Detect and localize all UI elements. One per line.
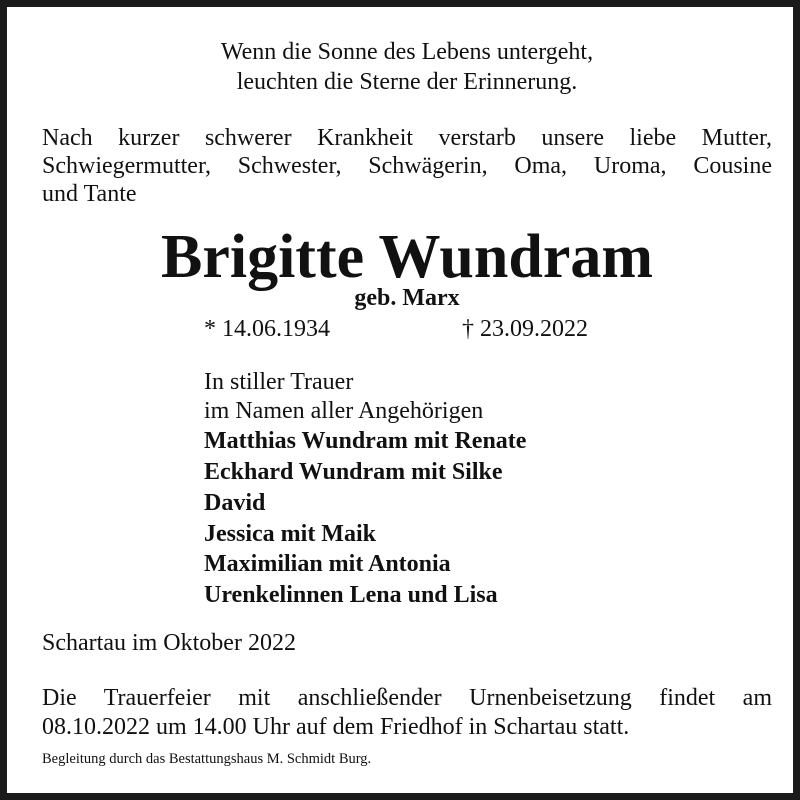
death-date: † 23.09.2022 xyxy=(462,316,588,342)
birth-date: * 14.06.1934 xyxy=(204,316,330,342)
maiden-name: geb. Marx xyxy=(354,285,460,311)
mourner-name: Jessica mit Maik xyxy=(204,521,376,547)
intro-line-2: Schwiegermutter, Schwester, Schwägerin, Oma, Uroma, Cousine xyxy=(42,153,772,179)
undertaker-credit: Begleitung durch das Bestattungshaus M. Schmidt Burg. xyxy=(42,751,372,767)
deceased-name: Brigitte Wundram xyxy=(160,223,653,291)
intro-line-1: Nach kurzer schwerer Krankheit verstarb unsere liebe Mutter, xyxy=(42,125,772,151)
mourners-intro-1: In stiller Trauer xyxy=(204,369,354,395)
mourners-intro-2: im Namen aller Angehörigen xyxy=(204,398,484,424)
place-and-date: Schartau im Oktober 2022 xyxy=(42,630,296,656)
service-line-2: 08.10.2022 um 14.00 Uhr auf dem Friedhof in Schartau statt. xyxy=(42,714,630,740)
intro-line-3: und Tante xyxy=(42,181,137,207)
service-line-1: Die Trauerfeier mit anschließender Urnenbeisetzung findet am xyxy=(42,685,772,711)
motto-line-2: leuchten die Sterne der Erinnerung. xyxy=(236,69,578,95)
mourner-name: Matthias Wundram mit Renate xyxy=(204,428,527,454)
mourner-name: Maximilian mit Antonia xyxy=(204,551,451,577)
motto-line-1: Wenn die Sonne des Lebens untergeht, xyxy=(220,39,594,65)
mourner-name: David xyxy=(204,490,266,516)
mourner-name: Urenkelinnen Lena und Lisa xyxy=(204,582,498,608)
mourner-name: Eckhard Wundram mit Silke xyxy=(204,459,503,485)
